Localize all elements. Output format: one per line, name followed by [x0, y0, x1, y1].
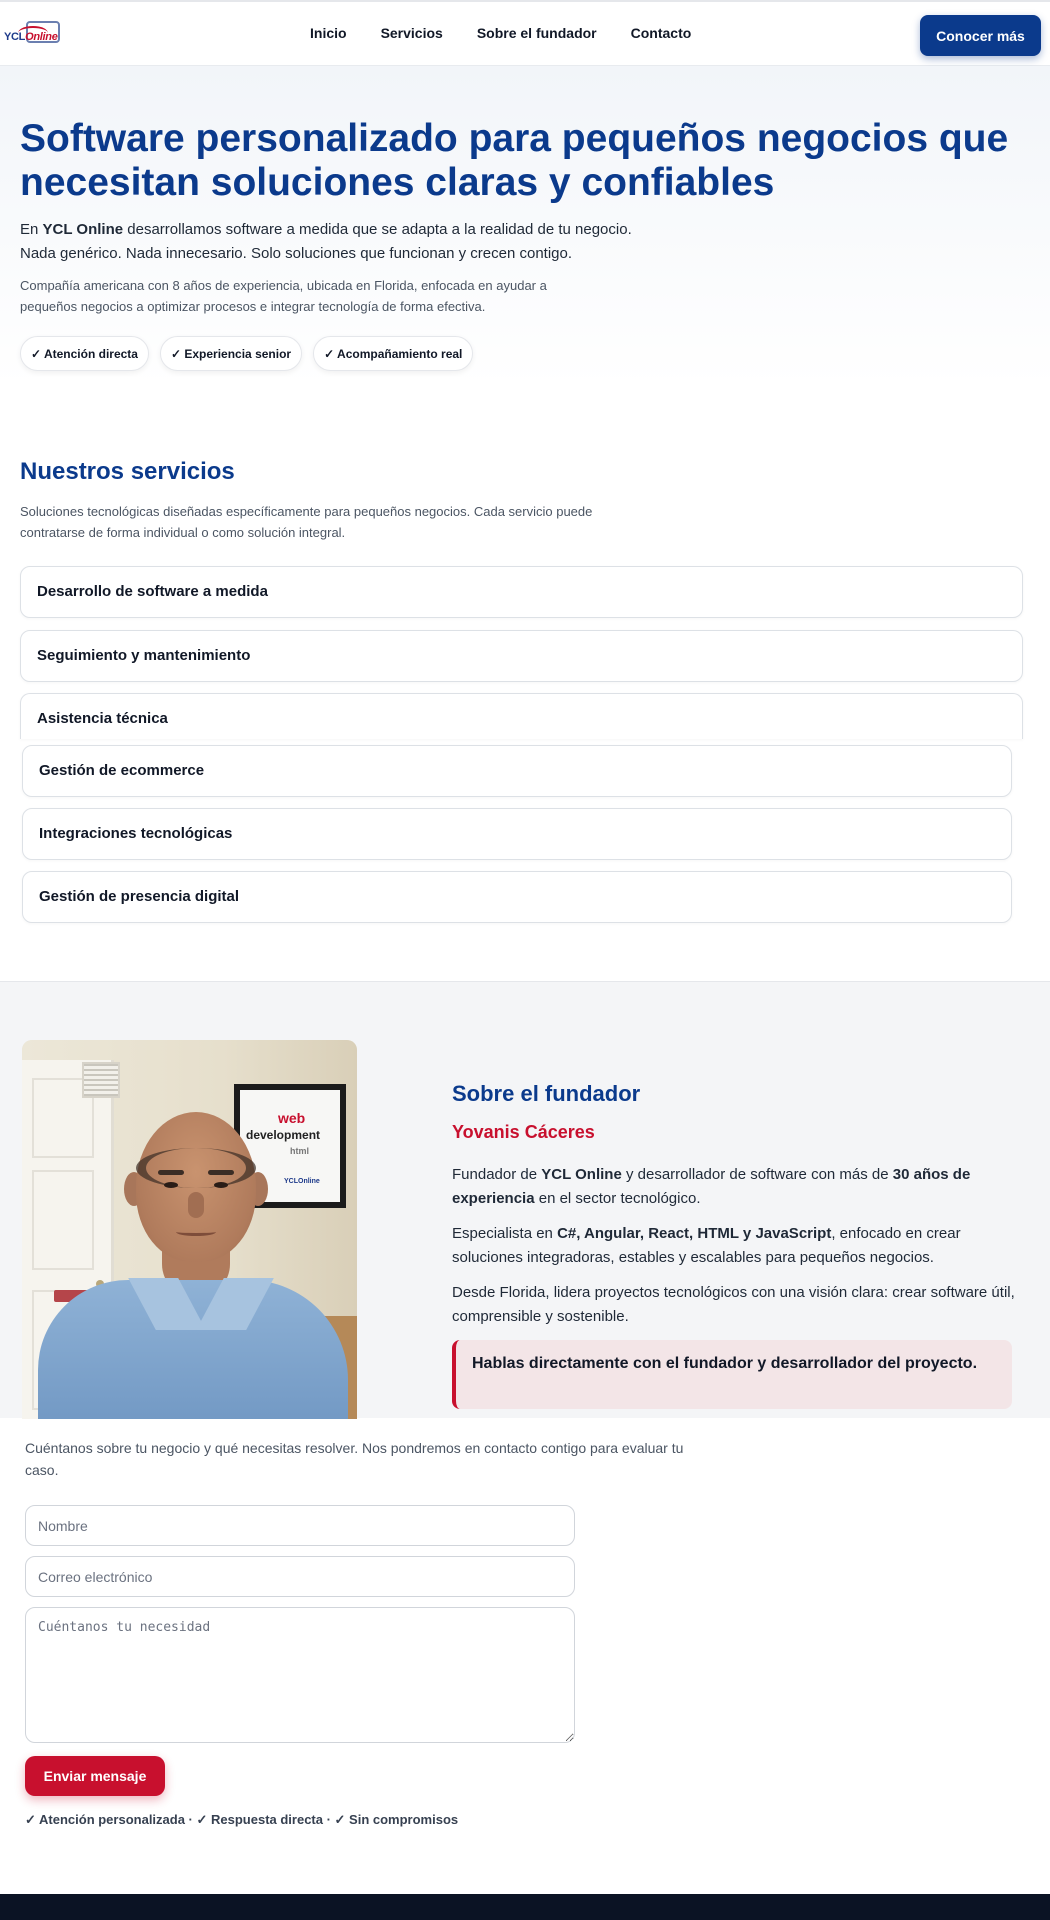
- air-vent: [82, 1062, 120, 1098]
- founder-photo: [22, 1040, 357, 1419]
- logo[interactable]: [4, 18, 66, 50]
- hero-lead-line-1: En YCL Online desarrollamos software a medida que se adapta a la realidad de tu negocio.: [20, 221, 632, 238]
- service-card[interactable]: [20, 630, 1023, 682]
- founder-paragraph-3: Desde Florida, lidera proyectos tecnológicos con una visión clara: crear software útil, comprensible y sostenible.: [452, 1284, 1015, 1325]
- nav-inicio[interactable]: Inicio: [310, 25, 347, 41]
- services-title: Nuestros servicios: [20, 458, 235, 485]
- hero-badges: [20, 336, 473, 371]
- main-nav: [310, 25, 691, 41]
- badge-atencion-directa: ✓ Atención directa: [20, 336, 149, 371]
- site-header: [0, 0, 1050, 66]
- founder-callout: Hablas directamente con el fundador y desarrollador del proyecto.: [452, 1340, 1012, 1409]
- founder-paragraph-1: Fundador de YCL Online y desarrollador de software con más de 30 años de experiencia en el sector tecnológico.: [452, 1166, 971, 1207]
- site-footer: [0, 1894, 1050, 1920]
- founder-paragraph-2: Especialista en C#, Angular, React, HTML y JavaScript, enfocado en crear soluciones integradoras, estables y escalables para pequeños negocios.: [452, 1225, 961, 1266]
- service-card[interactable]: [22, 871, 1012, 923]
- hero-lead-line-2: Nada genérico. Nada innecesario. Solo soluciones que funcionan y crecen contigo.: [20, 245, 573, 262]
- conocer-mas-button[interactable]: Conocer más: [920, 15, 1041, 56]
- service-card[interactable]: [20, 693, 1023, 739]
- nav-contacto[interactable]: Contacto: [630, 25, 692, 41]
- service-card-label: Desarrollo de software a medida: [37, 583, 268, 600]
- contact-description: Cuéntanos sobre tu negocio y qué necesitas resolver. Nos pondremos en contacto contigo para evaluar tu caso.: [25, 1440, 684, 1478]
- service-card-label: Gestión de ecommerce: [39, 762, 205, 779]
- nav-sobre-el-fundador[interactable]: Sobre el fundador: [476, 25, 597, 41]
- wall-frame: web development html YCLOnline: [234, 1084, 346, 1208]
- service-card-label: Asistencia técnica: [37, 710, 168, 727]
- hero-title: Software personalizado para pequeños negocios que necesitan soluciones claras y confiables: [20, 117, 1009, 204]
- nav-servicios[interactable]: Servicios: [380, 25, 443, 41]
- send-message-button[interactable]: Enviar mensaje: [25, 1756, 165, 1796]
- hero-subtext: Compañía americana con 8 años de experiencia, ubicada en Florida, enfocada en ayudar a pequeños negocios a optimizar procesos e integrar tecnología de forma efectiva.: [20, 278, 547, 314]
- service-card[interactable]: [22, 808, 1012, 860]
- badge-experiencia-senior: ✓ Experiencia senior: [160, 336, 302, 371]
- service-card-label: Gestión de presencia digital: [39, 888, 240, 905]
- contact-assurances: ✓ Atención personalizada · ✓ Respuesta directa · ✓ Sin compromisos: [25, 1812, 459, 1827]
- email-input[interactable]: [25, 1556, 575, 1597]
- services-description: Soluciones tecnológicas diseñadas específicamente para pequeños negocios. Cada servicio puede contratarse de forma individual o como solución integral.: [20, 504, 593, 540]
- hero-section: [0, 66, 1050, 386]
- service-card-label: Seguimiento y mantenimiento: [37, 647, 251, 664]
- service-card-label: Integraciones tecnológicas: [39, 825, 233, 842]
- name-input[interactable]: [25, 1505, 575, 1546]
- message-textarea[interactable]: [25, 1607, 575, 1743]
- shirt: [38, 1280, 348, 1419]
- founder-title: Sobre el fundador: [452, 1081, 641, 1106]
- service-card[interactable]: [20, 566, 1023, 618]
- logo-text: YCLOnline: [4, 31, 58, 43]
- hero-lead: [20, 218, 700, 266]
- founder-name: Yovanis Cáceres: [452, 1122, 595, 1142]
- service-card[interactable]: [22, 745, 1012, 797]
- badge-acompanamiento-real: ✓ Acompañamiento real: [313, 336, 473, 371]
